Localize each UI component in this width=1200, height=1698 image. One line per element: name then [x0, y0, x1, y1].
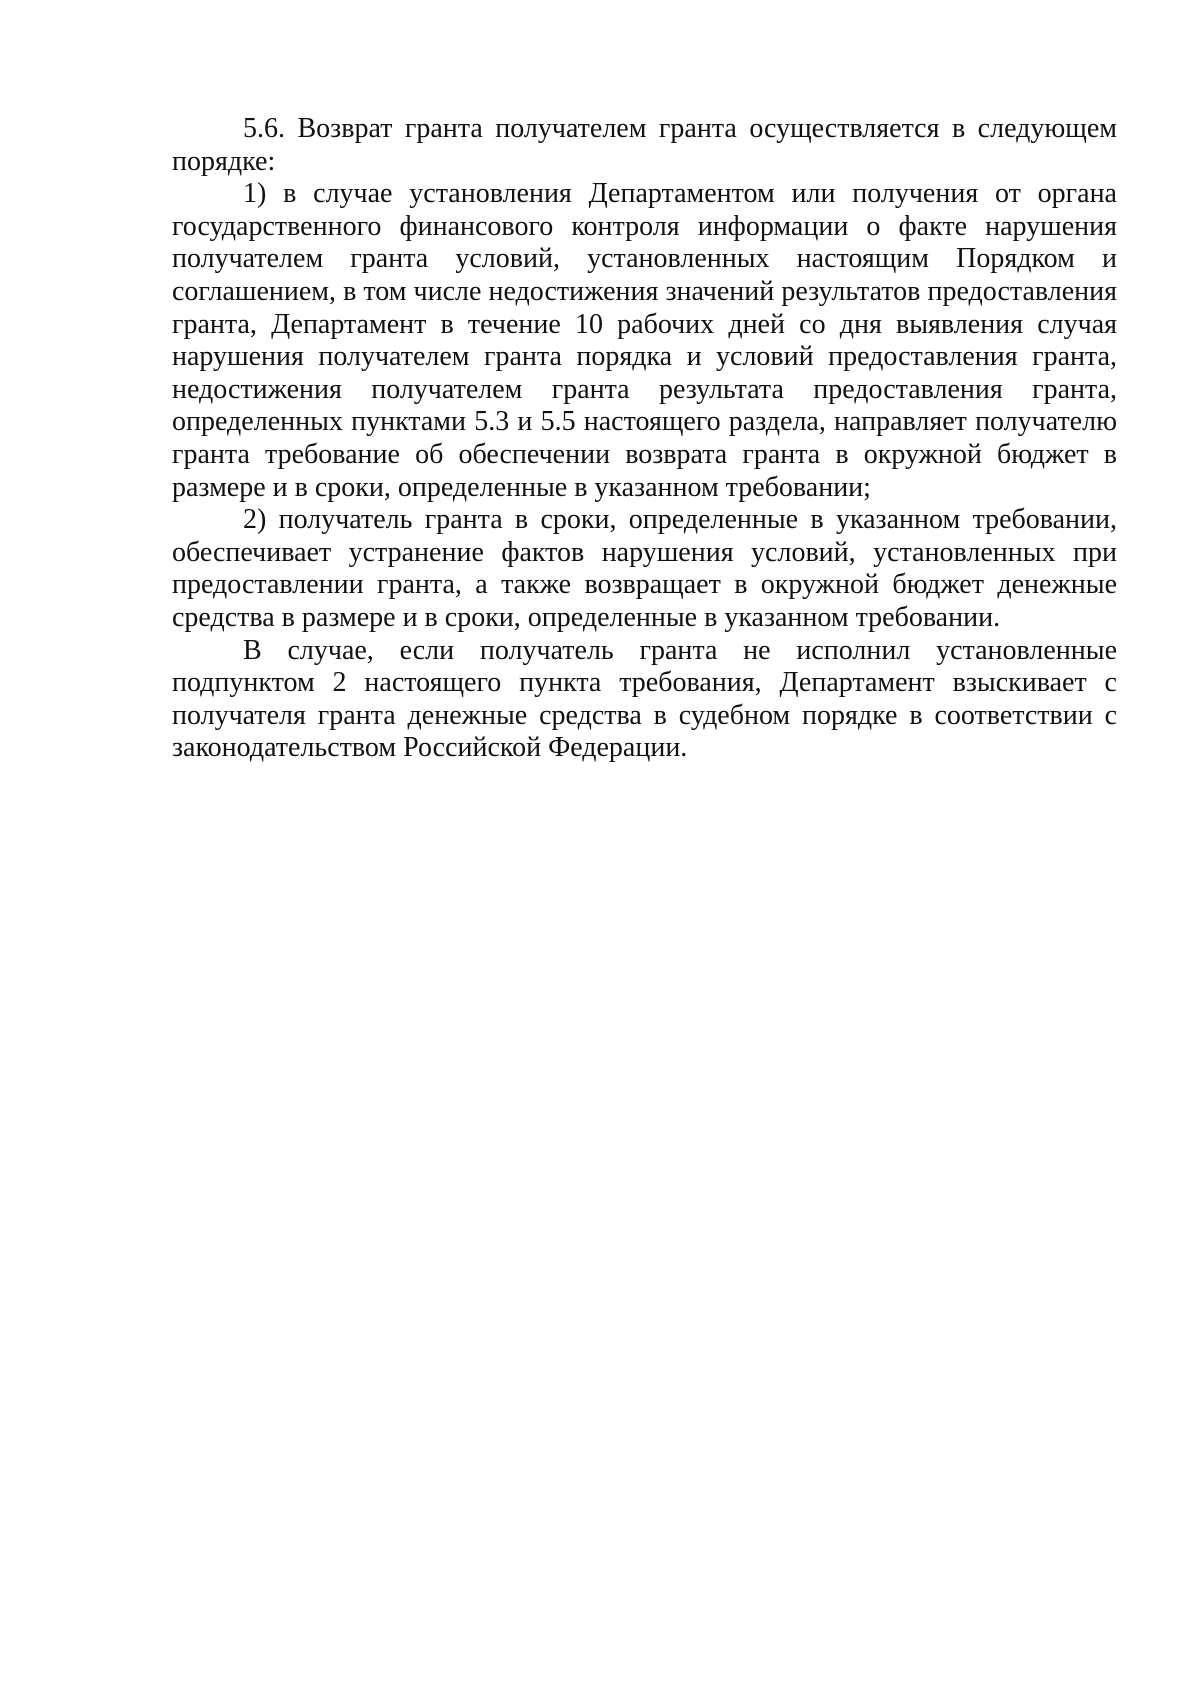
paragraph-5-6-intro: 5.6. Возврат гранта получателем гранта осуществляется в следующем порядке:	[172, 113, 1117, 177]
document-body	[172, 113, 1117, 765]
paragraph-item-1: 1) в случае установления Департаментом или получения от органа государственного финансового контроля информации о факте нарушения получателем гранта условий, установленных настоящим Порядком и соглашением, в том числе недостижения значений результатов предоставления гранта, Департамент в течение 10 рабочих дней со дня выявления случая нарушения получателем гранта порядка и условий предоставления гранта, недостижения получателем гранта результата предоставления гранта, определенных пунктами 5.3 и 5.5 настоящего раздела, направляет получателю гранта требование об обеспечении возврата гранта в окружной бюджет в размере и в сроки, определенные в указанном требовании;	[172, 178, 1117, 503]
paragraph-closing: В случае, если получатель гранта не исполнил установленные подпунктом 2 настоящего пункта требования, Департамент взыскивает с получателя гранта денежные средства в судебном порядке в соответствии с законодательством Российской Федерации.	[172, 634, 1117, 764]
paragraph-item-2: 2) получатель гранта в сроки, определенные в указанном требовании, обеспечивает устранение фактов нарушения условий, установленных при предоставлении гранта, а также возвращает в окружной бюджет денежные средства в размере и в сроки, определенные в указанном требовании.	[172, 504, 1117, 633]
